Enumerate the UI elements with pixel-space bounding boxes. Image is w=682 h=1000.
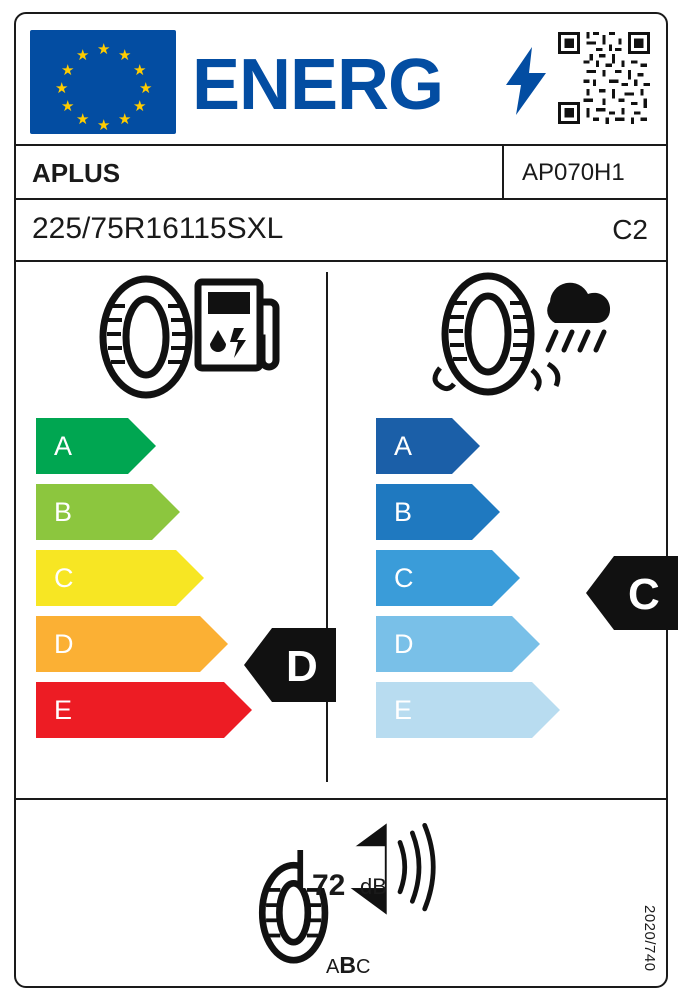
regulation-reference: 2020/740	[641, 905, 658, 972]
noise-class-b: B	[339, 952, 356, 978]
lightning-bolt-icon	[506, 47, 546, 115]
fuel-bar-d-label: D	[54, 629, 74, 659]
separator-top	[16, 260, 666, 262]
noise-class-scale	[326, 952, 370, 979]
label-header	[16, 14, 666, 142]
model-code: AP070H1	[522, 159, 625, 186]
wet-grip-rating-letter: C	[628, 570, 660, 619]
brand-row	[16, 144, 666, 200]
fuel-bar-e-label: E	[54, 695, 73, 725]
rain-cloud-icon	[547, 283, 610, 350]
fuel-bar-a-label: A	[54, 431, 73, 461]
page-title: ENERG	[192, 45, 444, 125]
grip-bar-e-label: E	[394, 695, 413, 725]
noise-class-a: A	[326, 956, 340, 978]
fuel-bar-b-label: B	[54, 497, 73, 527]
grip-bar-d-label: D	[394, 629, 414, 659]
grip-bar-c-label: C	[394, 563, 414, 593]
fuel-rating-letter: D	[286, 642, 318, 691]
qr-code-icon	[558, 32, 650, 124]
eu-flag-icon: ★ ★ ★ ★ ★ ★ ★ ★ ★ ★ ★ ★	[30, 30, 176, 134]
grip-bar-a-label: A	[394, 431, 413, 461]
tyre-wet-icon	[435, 276, 558, 392]
size-row	[16, 200, 666, 258]
grip-bar-b-label: B	[394, 497, 413, 527]
separator-bottom	[16, 798, 666, 800]
noise-unit: dB	[360, 874, 387, 899]
center-divider	[326, 272, 328, 782]
wet-grip-pictogram	[420, 272, 620, 402]
tyre-energy-label	[14, 12, 668, 988]
tyre-size: 225/75R16115SXL	[32, 212, 284, 245]
noise-value: 72	[312, 869, 346, 902]
grip-bar-a	[376, 418, 480, 474]
brand-name: APLUS	[32, 158, 121, 188]
tyre-icon	[103, 279, 189, 395]
brand-divider	[502, 146, 504, 198]
tyre-class: C2	[612, 214, 648, 245]
noise-class-c: C	[355, 956, 371, 978]
fuel-pump-icon	[198, 282, 276, 368]
fuel-bar-c-label: C	[54, 563, 74, 593]
fuel-efficiency-pictogram	[94, 272, 284, 402]
